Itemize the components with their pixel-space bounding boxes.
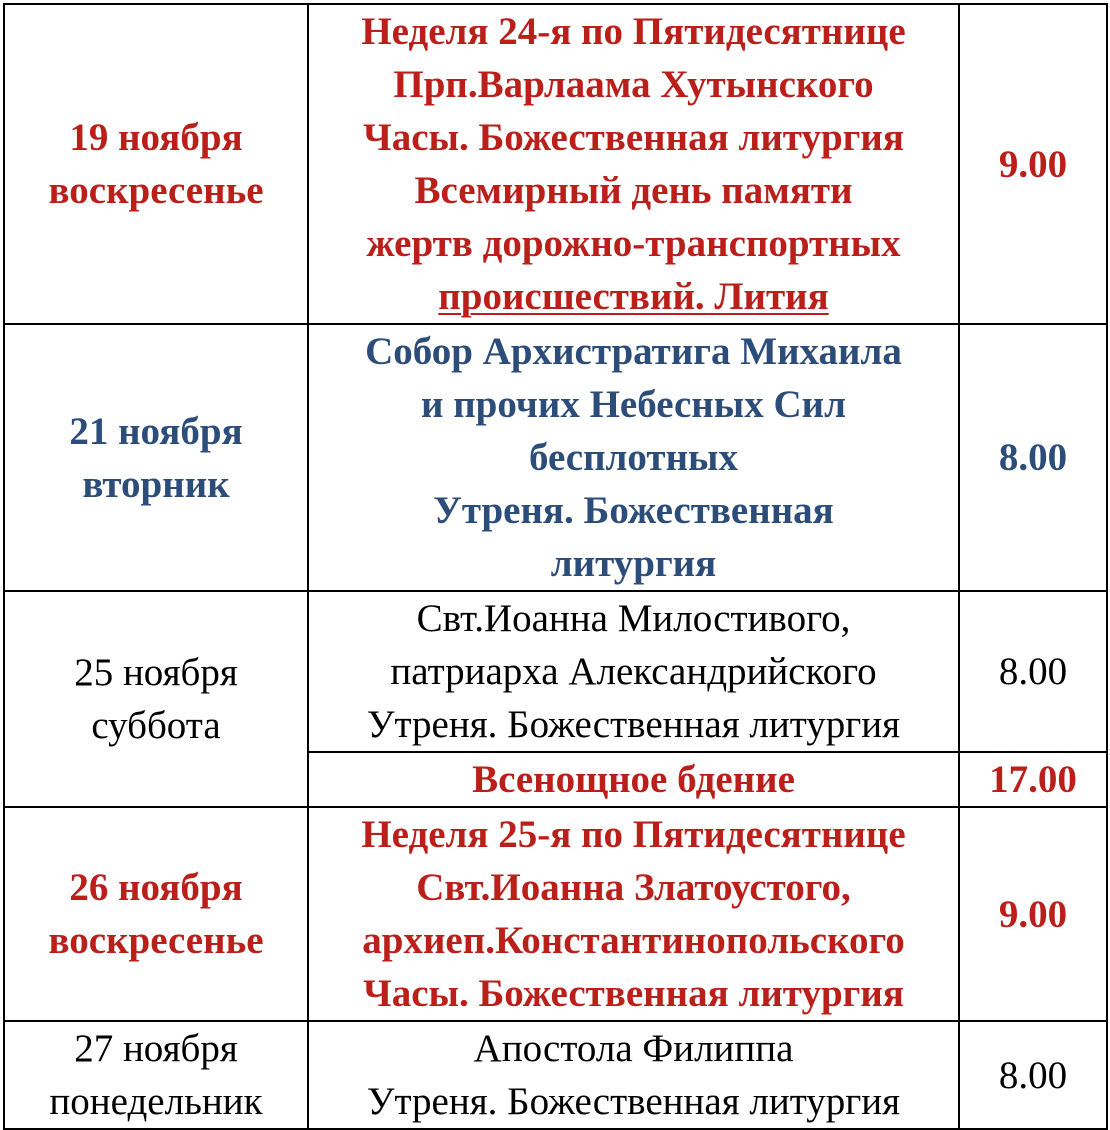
date-cell xyxy=(4,324,308,591)
service-line: Всемирный день памяти xyxy=(414,169,853,212)
service-cell xyxy=(308,4,959,324)
date: 25 ноября xyxy=(74,651,238,694)
weekday: суббота xyxy=(91,704,221,747)
service-cell xyxy=(308,324,959,591)
schedule-row xyxy=(4,591,1107,752)
service-cell xyxy=(308,1021,959,1129)
service-line: Собор Архистратига Михаила xyxy=(365,330,902,373)
time-cell: 8.00 xyxy=(959,591,1107,752)
time-cell: 9.00 xyxy=(959,807,1107,1021)
service-schedule-table xyxy=(3,3,1108,1130)
service-cell xyxy=(308,591,959,752)
service-line: и прочих Небесных Сил xyxy=(420,383,846,426)
service-line: Утреня. Божественная литургия xyxy=(366,703,901,746)
date-cell xyxy=(4,807,308,1021)
service-cell xyxy=(308,807,959,1021)
service-line: Часы. Божественная литургия xyxy=(363,116,904,159)
vigil-service-cell: Всенощное бдение xyxy=(308,752,959,807)
service-line: Свт.Иоанна Златоустого, xyxy=(416,866,851,909)
service-line: архиеп.Константинопольского xyxy=(362,919,905,962)
date: 27 ноября xyxy=(74,1027,238,1070)
service-line: бесплотных xyxy=(529,436,738,479)
date-cell xyxy=(4,4,308,324)
date: 19 ноября xyxy=(69,116,243,159)
vigil-time-cell: 17.00 xyxy=(959,752,1107,807)
date-cell xyxy=(4,1021,308,1129)
service-line: Утреня. Божественная xyxy=(433,489,834,532)
date-cell xyxy=(4,591,308,807)
service-line: патриарха Александрийского xyxy=(390,650,877,693)
time-cell: 9.00 xyxy=(959,4,1107,324)
schedule-row xyxy=(4,1021,1107,1129)
weekday: понедельник xyxy=(49,1080,263,1123)
service-line: литургия xyxy=(550,542,717,585)
schedule-row xyxy=(4,4,1107,324)
schedule-row xyxy=(4,324,1107,591)
service-line: Неделя 24-я по Пятидесятнице xyxy=(361,10,906,53)
service-line: Апостола Филиппа xyxy=(473,1027,794,1070)
time-cell: 8.00 xyxy=(959,1021,1107,1129)
weekday: вторник xyxy=(82,462,230,506)
weekday: воскресенье xyxy=(48,919,264,962)
time-cell: 8.00 xyxy=(959,324,1107,591)
weekday: воскресенье xyxy=(48,169,264,212)
date: 21 ноября xyxy=(69,409,243,453)
service-line: Часы. Божественная литургия xyxy=(363,972,904,1015)
date: 26 ноября xyxy=(69,866,243,909)
service-line: Неделя 25-я по Пятидесятнице xyxy=(361,813,906,856)
service-line: Свт.Иоанна Милостивого, xyxy=(416,597,851,640)
service-line: Утреня. Божественная литургия xyxy=(366,1080,901,1123)
schedule-row xyxy=(4,807,1107,1021)
service-line: Прп.Варлаама Хутынского xyxy=(393,63,874,106)
service-line: жертв дорожно-транспортных xyxy=(366,222,901,265)
service-line: происшествий. Лития xyxy=(438,275,829,318)
